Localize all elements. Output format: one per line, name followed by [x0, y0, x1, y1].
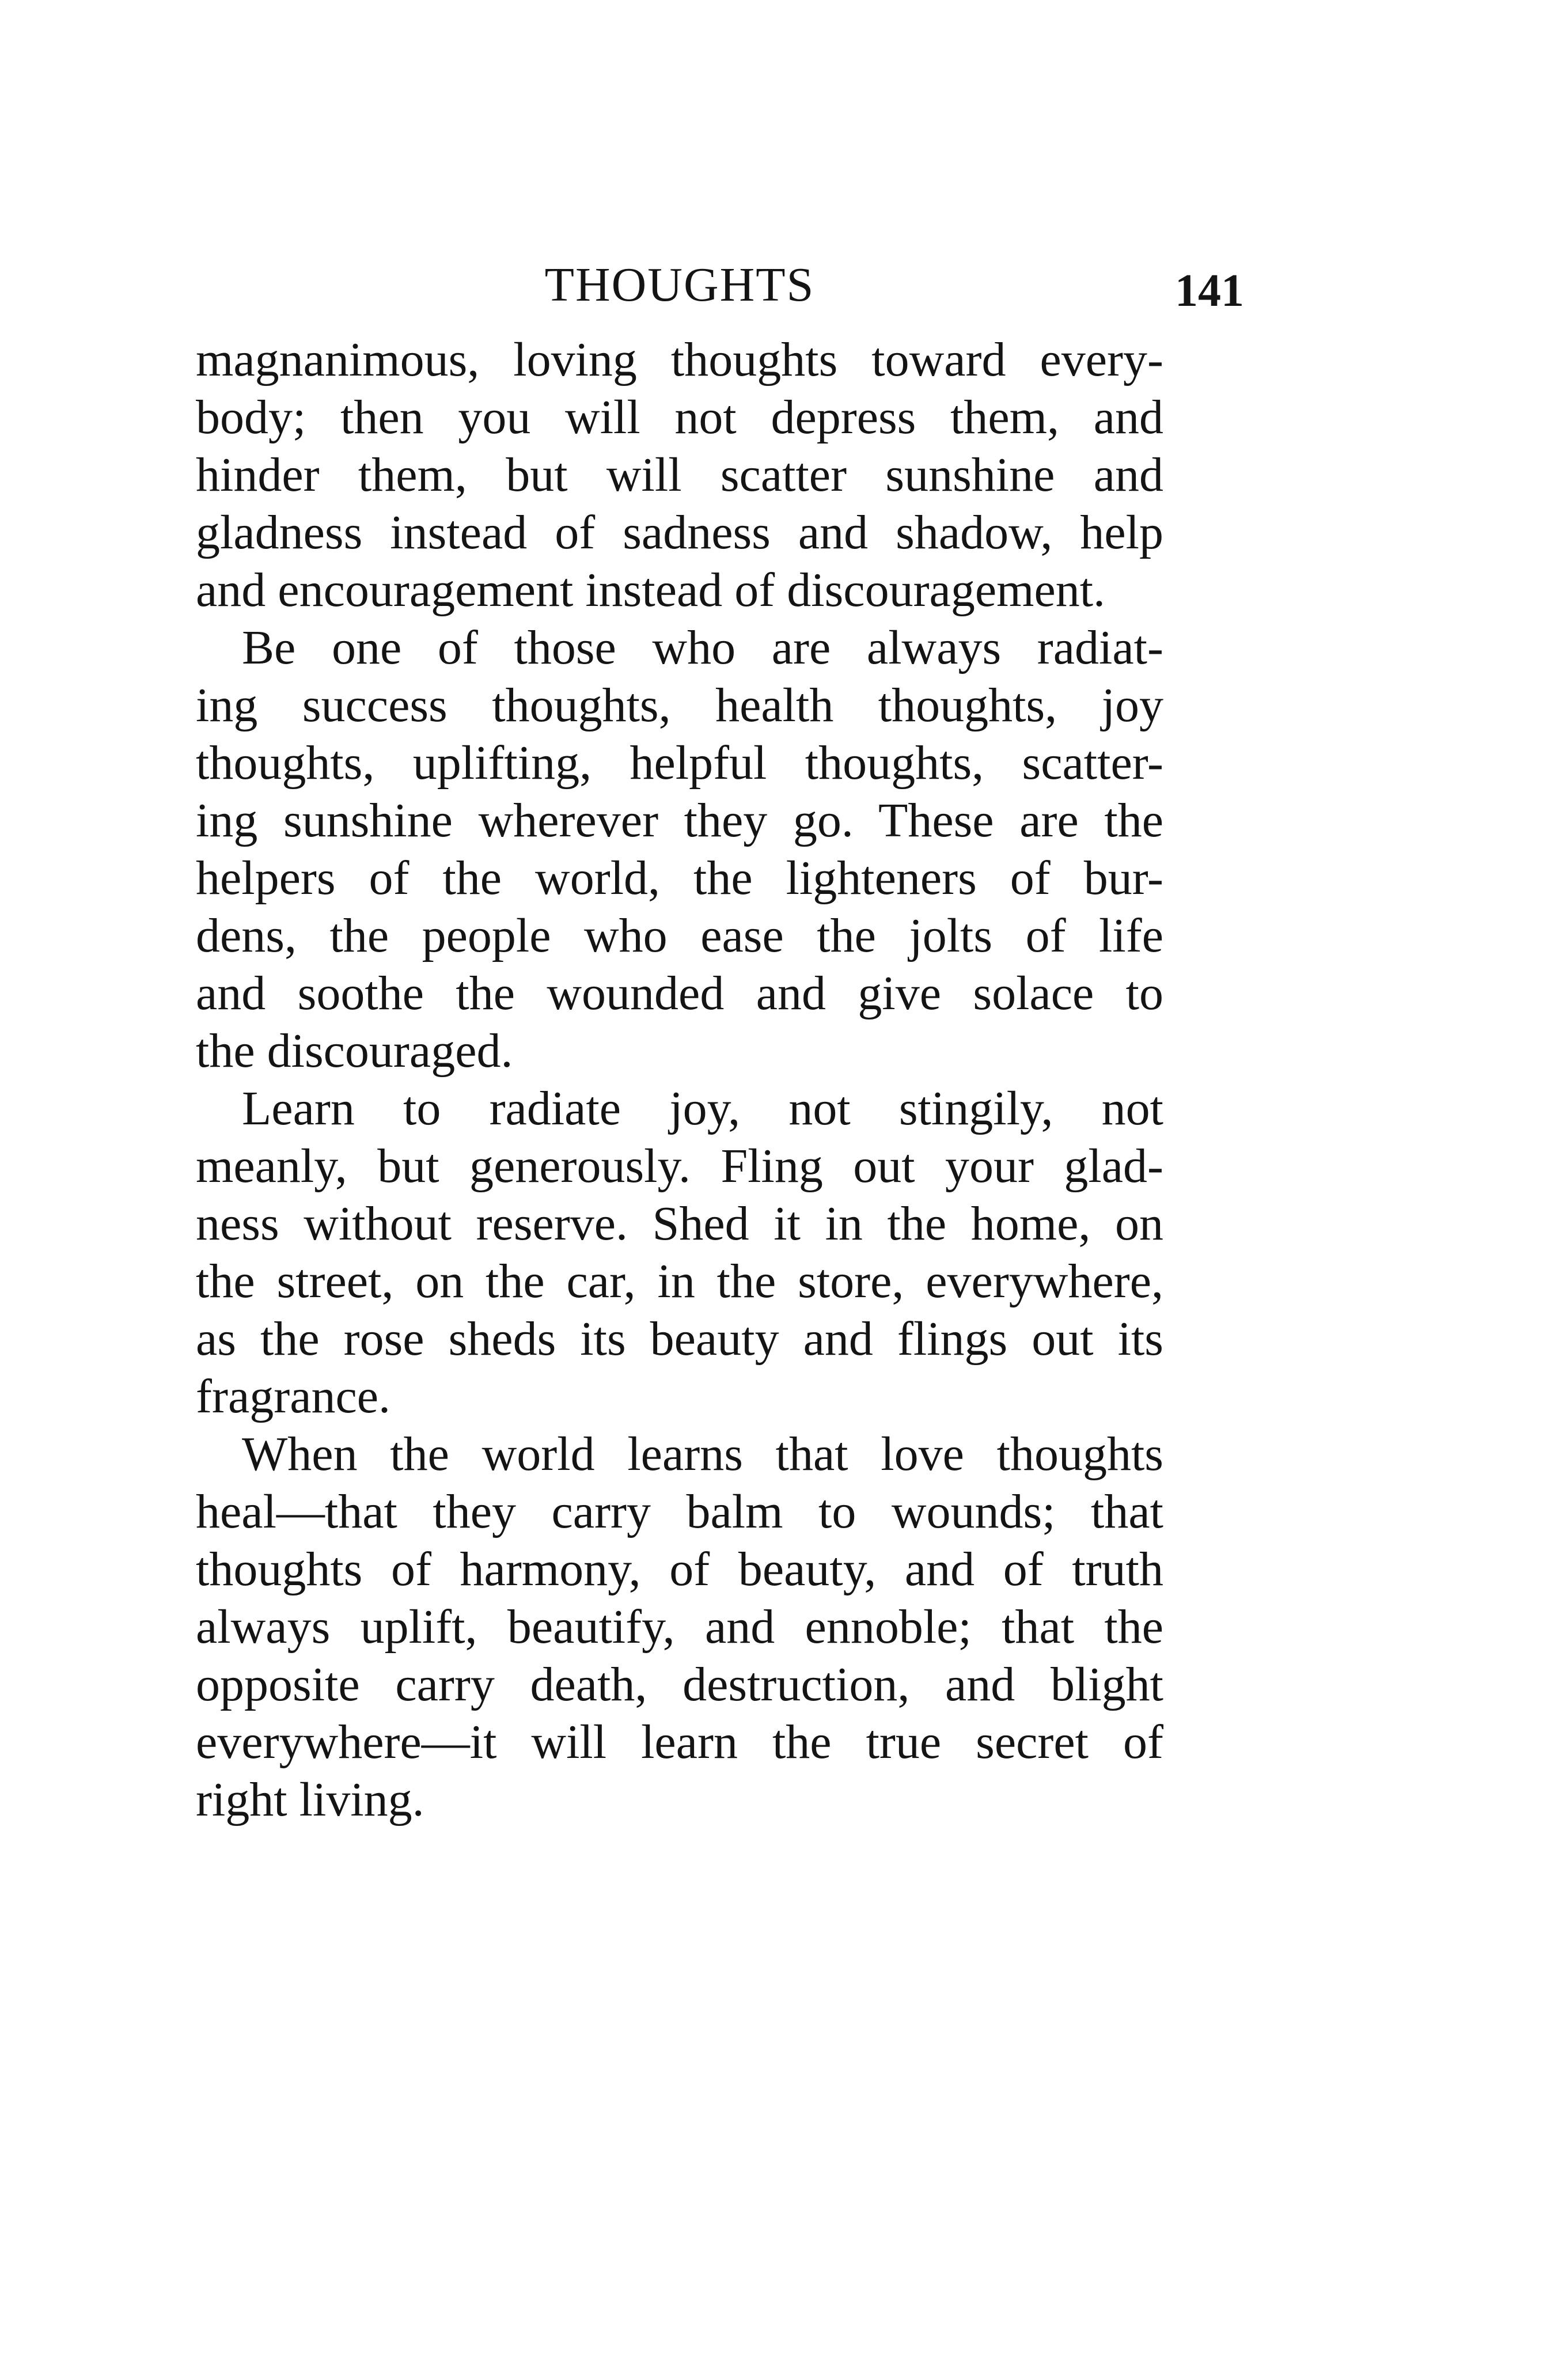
text-line: right living. [196, 1773, 424, 1826]
text-line: helpers of the world, the lighteners of bur- [196, 851, 1163, 905]
text-line: everywhere—it will learn the true secret of [196, 1715, 1163, 1769]
text-line: When the world learns that love thoughts [242, 1427, 1163, 1481]
text-line: heal—that they carry balm to wounds; that [196, 1485, 1163, 1538]
text-line: gladness instead of sadness and shadow, help [196, 506, 1163, 559]
text-line: and encouragement instead of discouragement. [196, 563, 1106, 617]
text-line: the discouraged. [196, 1024, 513, 1078]
text-line: ness without reserve. Shed it in the home, on [196, 1197, 1163, 1250]
text-line: Be one of those who are always radiat- [242, 621, 1163, 674]
text-line: meanly, but generously. Fling out your glad- [196, 1139, 1163, 1193]
page-number: 141 [1175, 266, 1244, 316]
body-text [196, 331, 1163, 1829]
text-line: thoughts, uplifting, helpful thoughts, scatter- [196, 736, 1163, 790]
text-line: thoughts of harmony, of beauty, and of truth [196, 1543, 1163, 1596]
text-line: Learn to radiate joy, not stingily, not [242, 1082, 1163, 1135]
text-line: ing sunshine wherever they go. These are the [196, 794, 1163, 847]
text-line: always uplift, beautify, and ennoble; that the [196, 1600, 1163, 1654]
text-line: as the rose sheds its beauty and flings out its [196, 1312, 1163, 1366]
text-line: ing success thoughts, health thoughts, joy [196, 679, 1163, 732]
text-line: fragrance. [196, 1370, 391, 1423]
running-head [196, 253, 1244, 317]
text-line: and soothe the wounded and give solace to [196, 967, 1163, 1020]
running-title: THOUGHTS [544, 258, 815, 312]
text-line: body; then you will not depress them, and [196, 391, 1163, 444]
text-line: magnanimous, loving thoughts toward every- [196, 333, 1163, 386]
text-line: dens, the people who ease the jolts of life [196, 909, 1163, 962]
text-line: hinder them, but will scatter sunshine and [196, 448, 1163, 502]
text-line: opposite carry death, destruction, and blight [196, 1658, 1163, 1711]
text-line: the street, on the car, in the store, everywhere, [196, 1255, 1163, 1308]
